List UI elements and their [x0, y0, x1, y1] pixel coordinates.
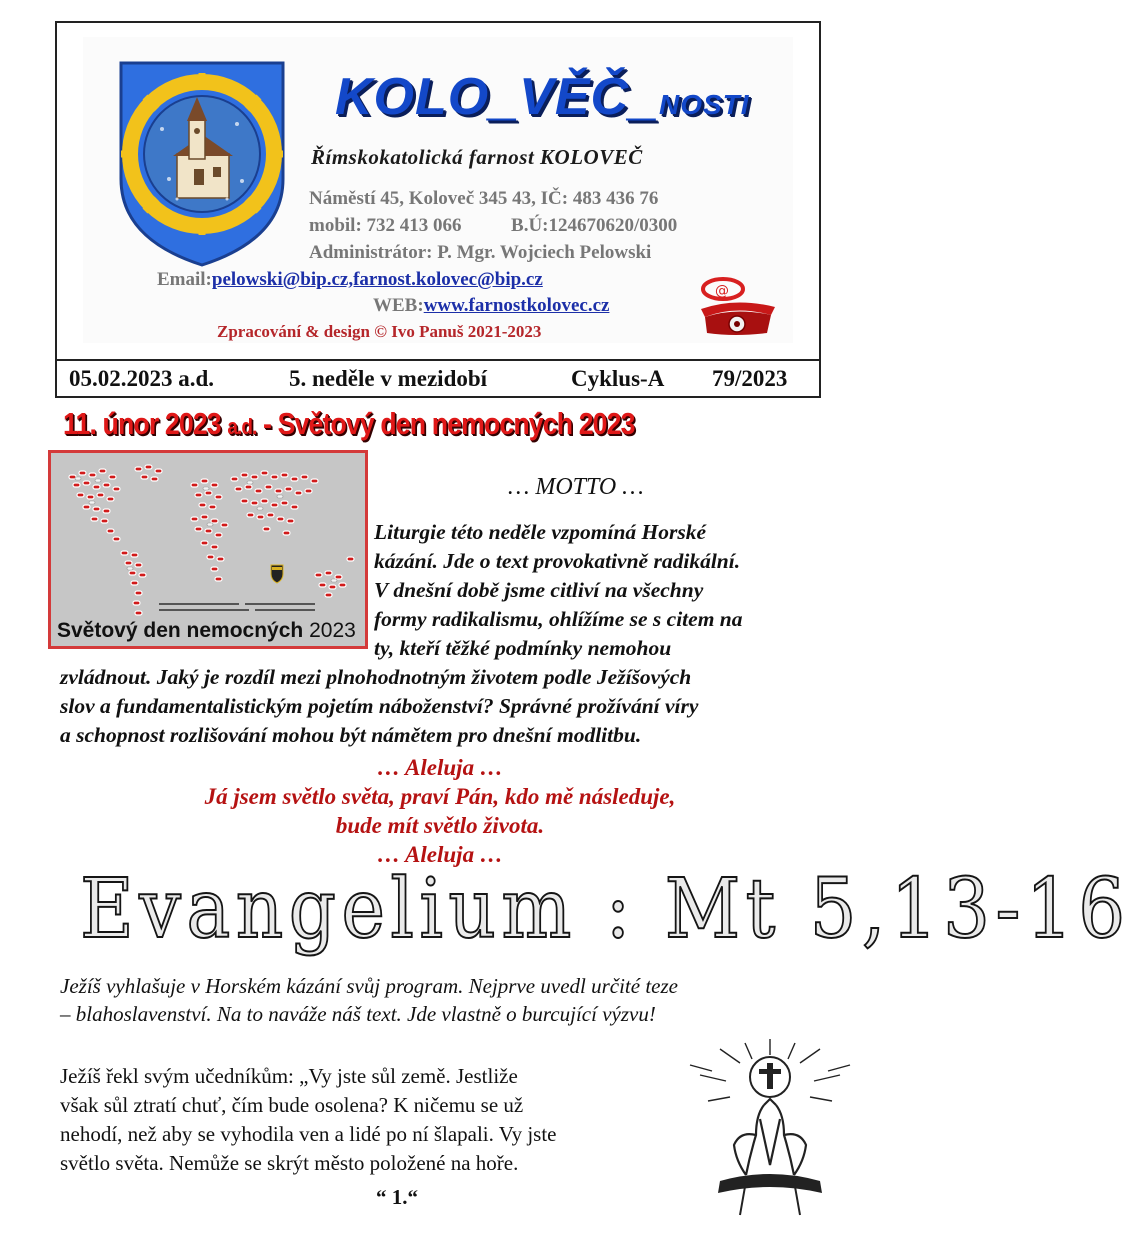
intro-line: kázání. Jde o text provokativně radikální. [374, 549, 741, 573]
headline-date: 11. únor 2023 [63, 406, 228, 441]
masthead-suffix: NOSTI [658, 89, 750, 120]
issue-info-row [57, 363, 819, 398]
design-credit: Zpracování & design © Ivo Panuš 2021-2023 [217, 322, 542, 341]
motto-heading: … MOTTO … [508, 474, 644, 500]
gospel-acclamation [60, 753, 820, 869]
intro-line: V dnešní době jsme citliví na všechny [374, 578, 704, 602]
gospel-line: světlo světa. Nemůže se skrýt město položené na hoře. [60, 1151, 519, 1175]
intro-line: Liturgie této neděle vzpomíná Horské [374, 520, 707, 544]
poster-caption-title: Světový den nemocných [57, 619, 304, 642]
gospel-line: nehodí, než aby se vyhodila ven a lidé po ní šlapali. Vy jste [60, 1122, 557, 1146]
svg-text:@: @ [715, 283, 729, 299]
acclamation-verse-1: Já jsem světlo světa, praví Pán, kdo mě následuje, [204, 784, 676, 809]
acclamation-verse-2: bude mít světlo života. [335, 813, 545, 838]
contact-row [309, 215, 677, 237]
telephone-icon [691, 275, 781, 337]
pill-world-map-image [51, 453, 365, 646]
email-label: Email: [157, 269, 212, 290]
liturgical-cycle: Cyklus-A [571, 366, 665, 391]
intro-paragraph-wrapped [374, 518, 743, 663]
aleluja-top: … Aleluja … [377, 755, 503, 780]
intro-paragraph-full [60, 663, 698, 750]
gospel-title: Evangelium : Mt 5,13-16 [80, 862, 1131, 957]
parish-name: Římskokatolická farnost KOLOVEČ [311, 145, 643, 169]
gospel-reading [60, 1062, 557, 1178]
newsletter-header [55, 21, 821, 398]
intro-line: zvládnout. Jaký je rozdíl mezi plnohodnotným životem podle Ježíšových [60, 665, 692, 689]
web-link[interactable]: www.farnostkolovec.cz [423, 295, 610, 316]
header-banner [83, 37, 793, 343]
aleluja-bottom: … Aleluja … [377, 842, 503, 867]
parish-crest-emblem [117, 59, 287, 269]
gospel-line: však sůl ztratí chuť, čím bude osolena? K ničemu se už [60, 1093, 524, 1117]
headline-title: - Světový den nemocných 2023 [256, 406, 635, 441]
intro-line: a schopnost rozlišování mohou být námětem pro dnešní modlitbu. [60, 723, 642, 747]
page-number: “ 1.“ [376, 1185, 418, 1209]
email-link[interactable]: pelowski@bip.cz,farnost.kolovec@bip.cz [211, 269, 543, 290]
masthead-main: KOLO_VĚČ_ [335, 68, 659, 126]
world-day-headline [63, 406, 635, 442]
parish-address: Náměstí 45, Koloveč 345 43, IČ: 483 436 76 [309, 188, 659, 209]
email-line [157, 269, 543, 291]
gospel-note-line: – blahoslavenství. Na to naváže náš text. Jde vlastně o burcující výzvu! [60, 1002, 656, 1026]
issue-date: 05.02.2023 a.d. [69, 366, 215, 391]
gospel-note-line: Ježíš vyhlašuje v Horském kázání svůj program. Nejprve uvedl určité teze [60, 974, 678, 998]
poster-caption-year: 2023 [303, 619, 356, 642]
intro-line: ty, kteří těžké podmínky nemohou [374, 636, 672, 660]
web-label: WEB: [373, 295, 424, 316]
masthead-title [335, 67, 750, 127]
bank-account: B.Ú:124670620/0300 [511, 215, 678, 236]
liturgical-sunday: 5. neděle v mezidobí [289, 366, 488, 391]
praying-hands-host-illustration [660, 1035, 860, 1215]
intro-line: slov a fundamentalistickým pojetím náboženství? Správné prožívání víry [60, 694, 699, 718]
intro-line: formy radikalismu, ohlížíme se s citem na [374, 607, 743, 631]
mobile-number: mobil: 732 413 066 [309, 215, 462, 236]
administrator-line: Administrátor: P. Mgr. Wojciech Pelowski [309, 242, 652, 263]
poster-caption [57, 619, 356, 643]
headline-ad: a.d. [227, 414, 257, 439]
gospel-line: Ježíš řekl svým učedníkům: „Vy jste sůl země. Jestliže [60, 1064, 518, 1088]
web-line [373, 295, 609, 317]
world-day-of-sick-poster [48, 450, 368, 649]
issue-number: 79/2023 [712, 366, 788, 391]
gospel-intro-note [60, 972, 678, 1028]
header-divider [57, 359, 819, 361]
